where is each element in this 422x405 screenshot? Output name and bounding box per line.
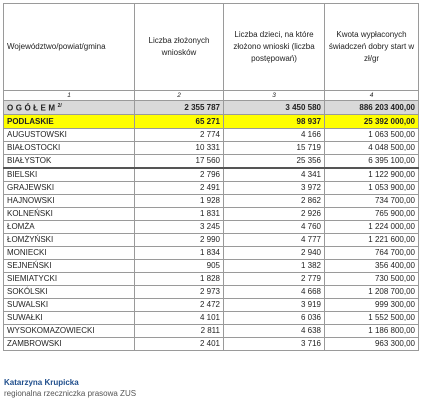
- region-label: PODLASKIE: [4, 115, 135, 129]
- county-children: 1 382: [224, 260, 325, 273]
- table-row: [4, 312, 419, 325]
- total-applications: 2 355 787: [135, 101, 224, 115]
- author-name: Katarzyna Krupicka: [4, 378, 79, 387]
- table-row: [4, 142, 419, 155]
- county-children: 4 638: [224, 325, 325, 338]
- statistics-table-container: [3, 3, 418, 351]
- table-row: [4, 273, 419, 286]
- county-applications: 10 331: [135, 142, 224, 155]
- county-amount: 1 053 900,00: [325, 182, 419, 195]
- region-children: 98 937: [224, 115, 325, 129]
- table-row: [4, 338, 419, 351]
- table-row: [4, 234, 419, 247]
- table-row: [4, 129, 419, 142]
- county-applications: 3 245: [135, 221, 224, 234]
- county-children: 4 668: [224, 286, 325, 299]
- county-name: GRAJEWSKI: [4, 182, 135, 195]
- county-name: SUWALSKI: [4, 299, 135, 312]
- table-row: [4, 325, 419, 338]
- total-children: 3 450 580: [224, 101, 325, 115]
- county-applications: 2 491: [135, 182, 224, 195]
- statistics-table: [3, 3, 419, 351]
- county-children: 2 862: [224, 195, 325, 208]
- county-name: ŁOMŻYŃSKI: [4, 234, 135, 247]
- county-children: 2 926: [224, 208, 325, 221]
- county-applications: 1 928: [135, 195, 224, 208]
- county-amount: 765 900,00: [325, 208, 419, 221]
- county-name: AUGUSTOWSKI: [4, 129, 135, 142]
- county-name: ŁOMŻA: [4, 221, 135, 234]
- county-applications: 2 472: [135, 299, 224, 312]
- county-name: BIELSKI: [4, 168, 135, 182]
- column-number: 2: [135, 91, 224, 101]
- total-amount: 886 203 400,00: [325, 101, 419, 115]
- county-applications: 1 834: [135, 247, 224, 260]
- total-label-text: OGÓŁEM: [7, 103, 58, 113]
- county-children: 2 940: [224, 247, 325, 260]
- county-children: 4 760: [224, 221, 325, 234]
- county-amount: 734 700,00: [325, 195, 419, 208]
- county-children: 6 036: [224, 312, 325, 325]
- county-applications: 1 828: [135, 273, 224, 286]
- county-children: 4 777: [224, 234, 325, 247]
- county-children: 15 719: [224, 142, 325, 155]
- county-applications: 2 811: [135, 325, 224, 338]
- county-applications: 17 560: [135, 155, 224, 169]
- table-row: [4, 260, 419, 273]
- region-row: [4, 115, 419, 129]
- header-row: [4, 4, 419, 91]
- total-label: [4, 101, 135, 115]
- county-amount: 6 395 100,00: [325, 155, 419, 169]
- county-applications: 905: [135, 260, 224, 273]
- county-children: 25 356: [224, 155, 325, 169]
- table-row: [4, 286, 419, 299]
- county-amount: 1 122 900,00: [325, 168, 419, 182]
- county-amount: 356 400,00: [325, 260, 419, 273]
- county-amount: 1 208 700,00: [325, 286, 419, 299]
- header-applications: Liczba złożonych wniosków: [135, 4, 224, 91]
- county-amount: 1 221 600,00: [325, 234, 419, 247]
- table-row: [4, 208, 419, 221]
- county-name: SIEMIATYCKI: [4, 273, 135, 286]
- region-applications: 65 271: [135, 115, 224, 129]
- county-children: 4 166: [224, 129, 325, 142]
- county-name: ZAMBROWSKI: [4, 338, 135, 351]
- county-name: BIAŁYSTOK: [4, 155, 135, 169]
- county-amount: 1 224 000,00: [325, 221, 419, 234]
- county-children: 3 972: [224, 182, 325, 195]
- column-number: 3: [224, 91, 325, 101]
- county-applications: 4 101: [135, 312, 224, 325]
- county-applications: 1 831: [135, 208, 224, 221]
- total-row: [4, 101, 419, 115]
- header-amount: Kwota wypłaconych świadczeń dobry start w zł/gr: [325, 4, 419, 91]
- column-number-row: [4, 91, 419, 101]
- county-name: MONIECKI: [4, 247, 135, 260]
- county-name: WYSOKOMAZOWIECKI: [4, 325, 135, 338]
- county-applications: 2 973: [135, 286, 224, 299]
- county-name: BIAŁOSTOCKI: [4, 142, 135, 155]
- county-amount: 1 063 500,00: [325, 129, 419, 142]
- county-amount: 4 048 500,00: [325, 142, 419, 155]
- table-row: [4, 299, 419, 312]
- author-role: regionalna rzeczniczka prasowa ZUS: [4, 389, 137, 398]
- county-amount: 999 300,00: [325, 299, 419, 312]
- county-name: KOLNEŃSKI: [4, 208, 135, 221]
- region-amount: 25 392 000,00: [325, 115, 419, 129]
- table-row: [4, 155, 419, 169]
- county-amount: 1 552 500,00: [325, 312, 419, 325]
- column-number: 1: [4, 91, 135, 101]
- county-applications: 2 774: [135, 129, 224, 142]
- county-children: 3 716: [224, 338, 325, 351]
- county-name: SEJNEŃSKI: [4, 260, 135, 273]
- county-amount: 730 500,00: [325, 273, 419, 286]
- county-amount: 963 300,00: [325, 338, 419, 351]
- table-row: [4, 247, 419, 260]
- county-children: 2 779: [224, 273, 325, 286]
- county-amount: 1 186 800,00: [325, 325, 419, 338]
- table-row: [4, 221, 419, 234]
- county-children: 3 919: [224, 299, 325, 312]
- county-children: 4 341: [224, 168, 325, 182]
- author-footer: [4, 377, 136, 399]
- county-name: SOKÓLSKI: [4, 286, 135, 299]
- county-applications: 2 796: [135, 168, 224, 182]
- header-children: Liczba dzieci, na które złożono wnioski (liczba postępowań): [224, 4, 325, 91]
- county-applications: 2 990: [135, 234, 224, 247]
- county-applications: 2 401: [135, 338, 224, 351]
- county-amount: 764 700,00: [325, 247, 419, 260]
- total-footnote: 2/: [57, 103, 62, 110]
- table-row: [4, 182, 419, 195]
- table-row: [4, 168, 419, 182]
- header-region: Województwo/powiat/gmina: [4, 4, 135, 91]
- county-name: SUWAŁKI: [4, 312, 135, 325]
- table-row: [4, 195, 419, 208]
- column-number: 4: [325, 91, 419, 101]
- county-name: HAJNOWSKI: [4, 195, 135, 208]
